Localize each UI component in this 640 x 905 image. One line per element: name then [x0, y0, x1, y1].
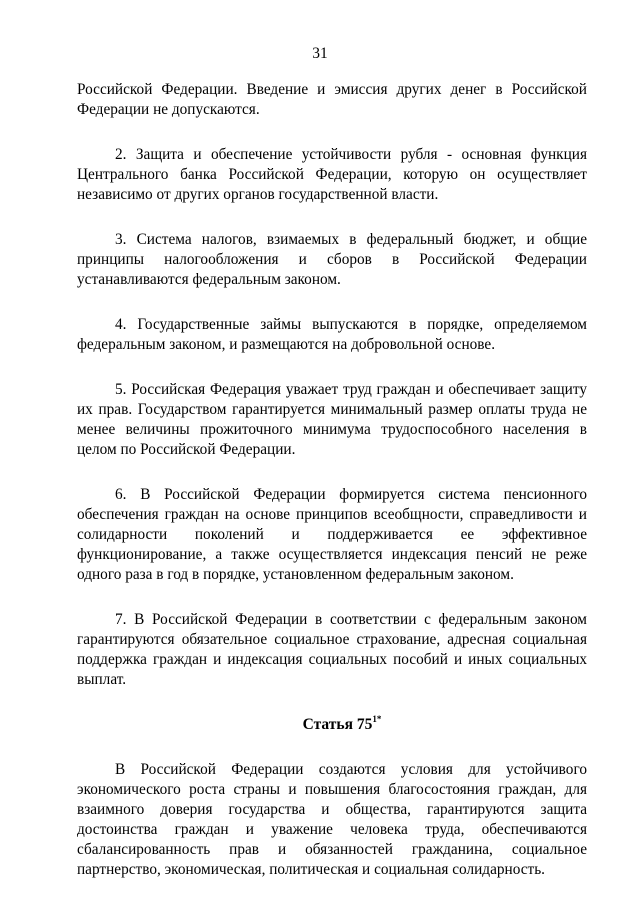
paragraph-gap [77, 205, 587, 230]
paragraph-7: 7. В Российской Федерации в соответствии с федеральным законом гарантируются обязательное социальное страхование, адресная социальная поддержка граждан и индексация социальных пособий и иных социальных выплат. [77, 611, 587, 688]
paragraph-gap [77, 120, 587, 145]
paragraph-gap [77, 690, 587, 715]
paragraph-2: 2. Защита и обеспечение устойчивости рубля - основная функция Центрального банка Российской Федерации, которую он осуществляет независимо от других органов государственной власти. [77, 146, 587, 203]
article-paragraph: В Российской Федерации создаются условия для устойчивого экономического роста страны и повышения благосостояния граждан, для взаимного доверия государства и общества, гарантируются защита достоинства граждан и уважение человека труда, обеспечиваются сбалансированность прав и обязанностей гражданина, социальное партнерство, экономическая, политическая и социальная солидарность. [77, 761, 587, 878]
paragraph-6: 6. В Российской Федерации формируется система пенсионного обеспечения граждан на основе принципов всеобщности, справедливости и солидарности поколений и поддерживается ее эффективное функционирование, а также осуществляется индексация пенсий не реже одного раза в год в порядке, установленном федеральным законом. [77, 486, 587, 583]
page-number: 31 [312, 45, 328, 62]
paragraph-gap [77, 735, 587, 760]
paragraph-gap [77, 355, 587, 380]
article-superscript: 1* [372, 714, 382, 724]
paragraph-5: 5. Российская Федерация уважает труд граждан и обеспечивает защиту их прав. Государством гарантируется минимальный размер оплаты труда не менее величины прожиточного минимума трудоспособного населения в целом по Российской Федерации. [77, 381, 587, 458]
paragraph-gap [77, 585, 587, 610]
paragraph-gap [77, 460, 587, 485]
article-title: Статья 75 [302, 716, 373, 733]
paragraph-gap [77, 290, 587, 315]
article-heading [77, 715, 587, 735]
paragraph-4: 4. Государственные займы выпускаются в порядке, определяемом федеральным законом, и размещаются на добровольной основе. [77, 316, 587, 353]
paragraph-3: 3. Система налогов, взимаемых в федеральный бюджет, и общие принципы налогообложения и сборов в Российской Федерации устанавливаются федеральным законом. [77, 231, 587, 288]
paragraph-continuation: Российской Федерации. Введение и эмиссия других денег в Российской Федерации не допускаются. [77, 81, 587, 118]
document-body [77, 80, 587, 880]
